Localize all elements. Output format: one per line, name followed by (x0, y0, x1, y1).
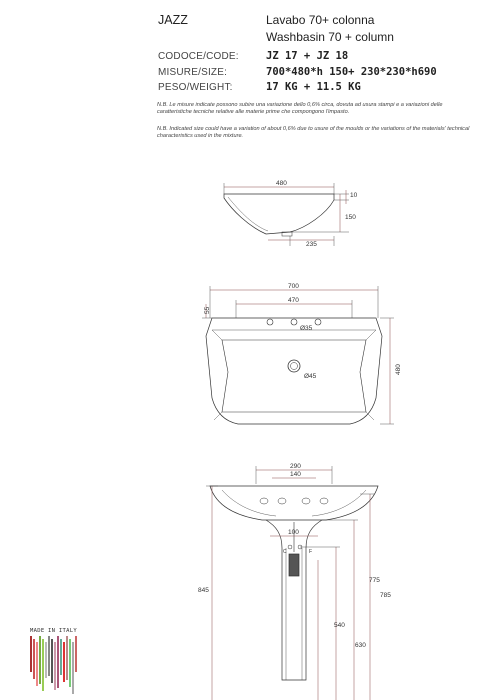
note-english: N.B. Indicated size could have a variation of about 0,6% due to usure of the moulds or the variations of the materials' technical characteristics used in the mixture. (157, 126, 470, 139)
front-view (206, 466, 378, 700)
model-name: JAZZ (158, 13, 188, 27)
title-italian: Lavabo 70+ colonna (266, 13, 375, 27)
weight-value: 17 KG + 11.5 KG (266, 81, 361, 93)
dim-front-holes: 140 (290, 471, 301, 478)
badge-stripe (33, 639, 35, 679)
dim-front-inner: 290 (290, 463, 301, 470)
badge-text: MADE IN ITALY (30, 628, 77, 634)
dim-front-total: 845 (198, 587, 209, 594)
title-english: Washbasin 70 + column (266, 30, 394, 44)
note-italian: N.B. Le misure indicate possono subire una variazione dello 0,6% circa, dovuta ad usura stampi e a variazioni delle caratteristiche tecniche relative alle materie prime che compongono l'impasto. (157, 102, 443, 115)
badge-stripe (30, 636, 32, 672)
badge-stripe (51, 639, 53, 683)
badge-stripe (36, 642, 38, 686)
badge-stripe (63, 642, 65, 682)
dim-side-top: 10 (350, 192, 358, 199)
badge-stripe (69, 639, 71, 687)
badge-stripe (48, 636, 50, 676)
made-in-italy-badge (30, 628, 86, 690)
svg-text:F: F (309, 549, 313, 555)
code-value: JZ 17 + JZ 18 (266, 50, 349, 62)
badge-stripe (42, 639, 44, 691)
dim-side-depth: 235 (306, 241, 317, 248)
dim-front-h3: 540 (334, 622, 345, 629)
weight-label: PESO/WEIGHT: (158, 82, 233, 93)
dim-front-h1: 775 (369, 577, 380, 584)
badge-stripes (30, 636, 86, 690)
dim-front-pipe: 100 (288, 529, 299, 536)
dim-top-drain: Ø45 (304, 373, 317, 380)
dim-top-depth: 480 (395, 364, 402, 375)
badge-stripe (66, 636, 68, 680)
dim-top-width: 700 (288, 283, 299, 290)
dim-front-h4: 630 (355, 642, 366, 649)
badge-stripe (54, 642, 56, 690)
dim-front-h2: 785 (380, 592, 391, 599)
side-view (224, 183, 349, 246)
badge-stripe (39, 636, 41, 684)
top-view (202, 286, 394, 424)
svg-text:C: C (283, 549, 287, 555)
dim-top-inner: 470 (288, 297, 299, 304)
badge-stripe (75, 636, 77, 672)
badge-stripe (60, 639, 62, 675)
badge-stripe (57, 636, 59, 688)
dim-side-height: 150 (345, 214, 356, 221)
badge-stripe (45, 642, 47, 678)
dim-top-edge: 55 (204, 306, 211, 314)
size-label: MISURE/SIZE: (158, 67, 228, 78)
dim-top-hole: Ø35 (300, 325, 313, 332)
badge-stripe (72, 642, 74, 694)
size-value: 700*480*h 150+ 230*230*h690 (266, 66, 437, 78)
dim-side-width: 480 (276, 180, 287, 187)
code-label: CODOCE/CODE: (158, 51, 239, 62)
